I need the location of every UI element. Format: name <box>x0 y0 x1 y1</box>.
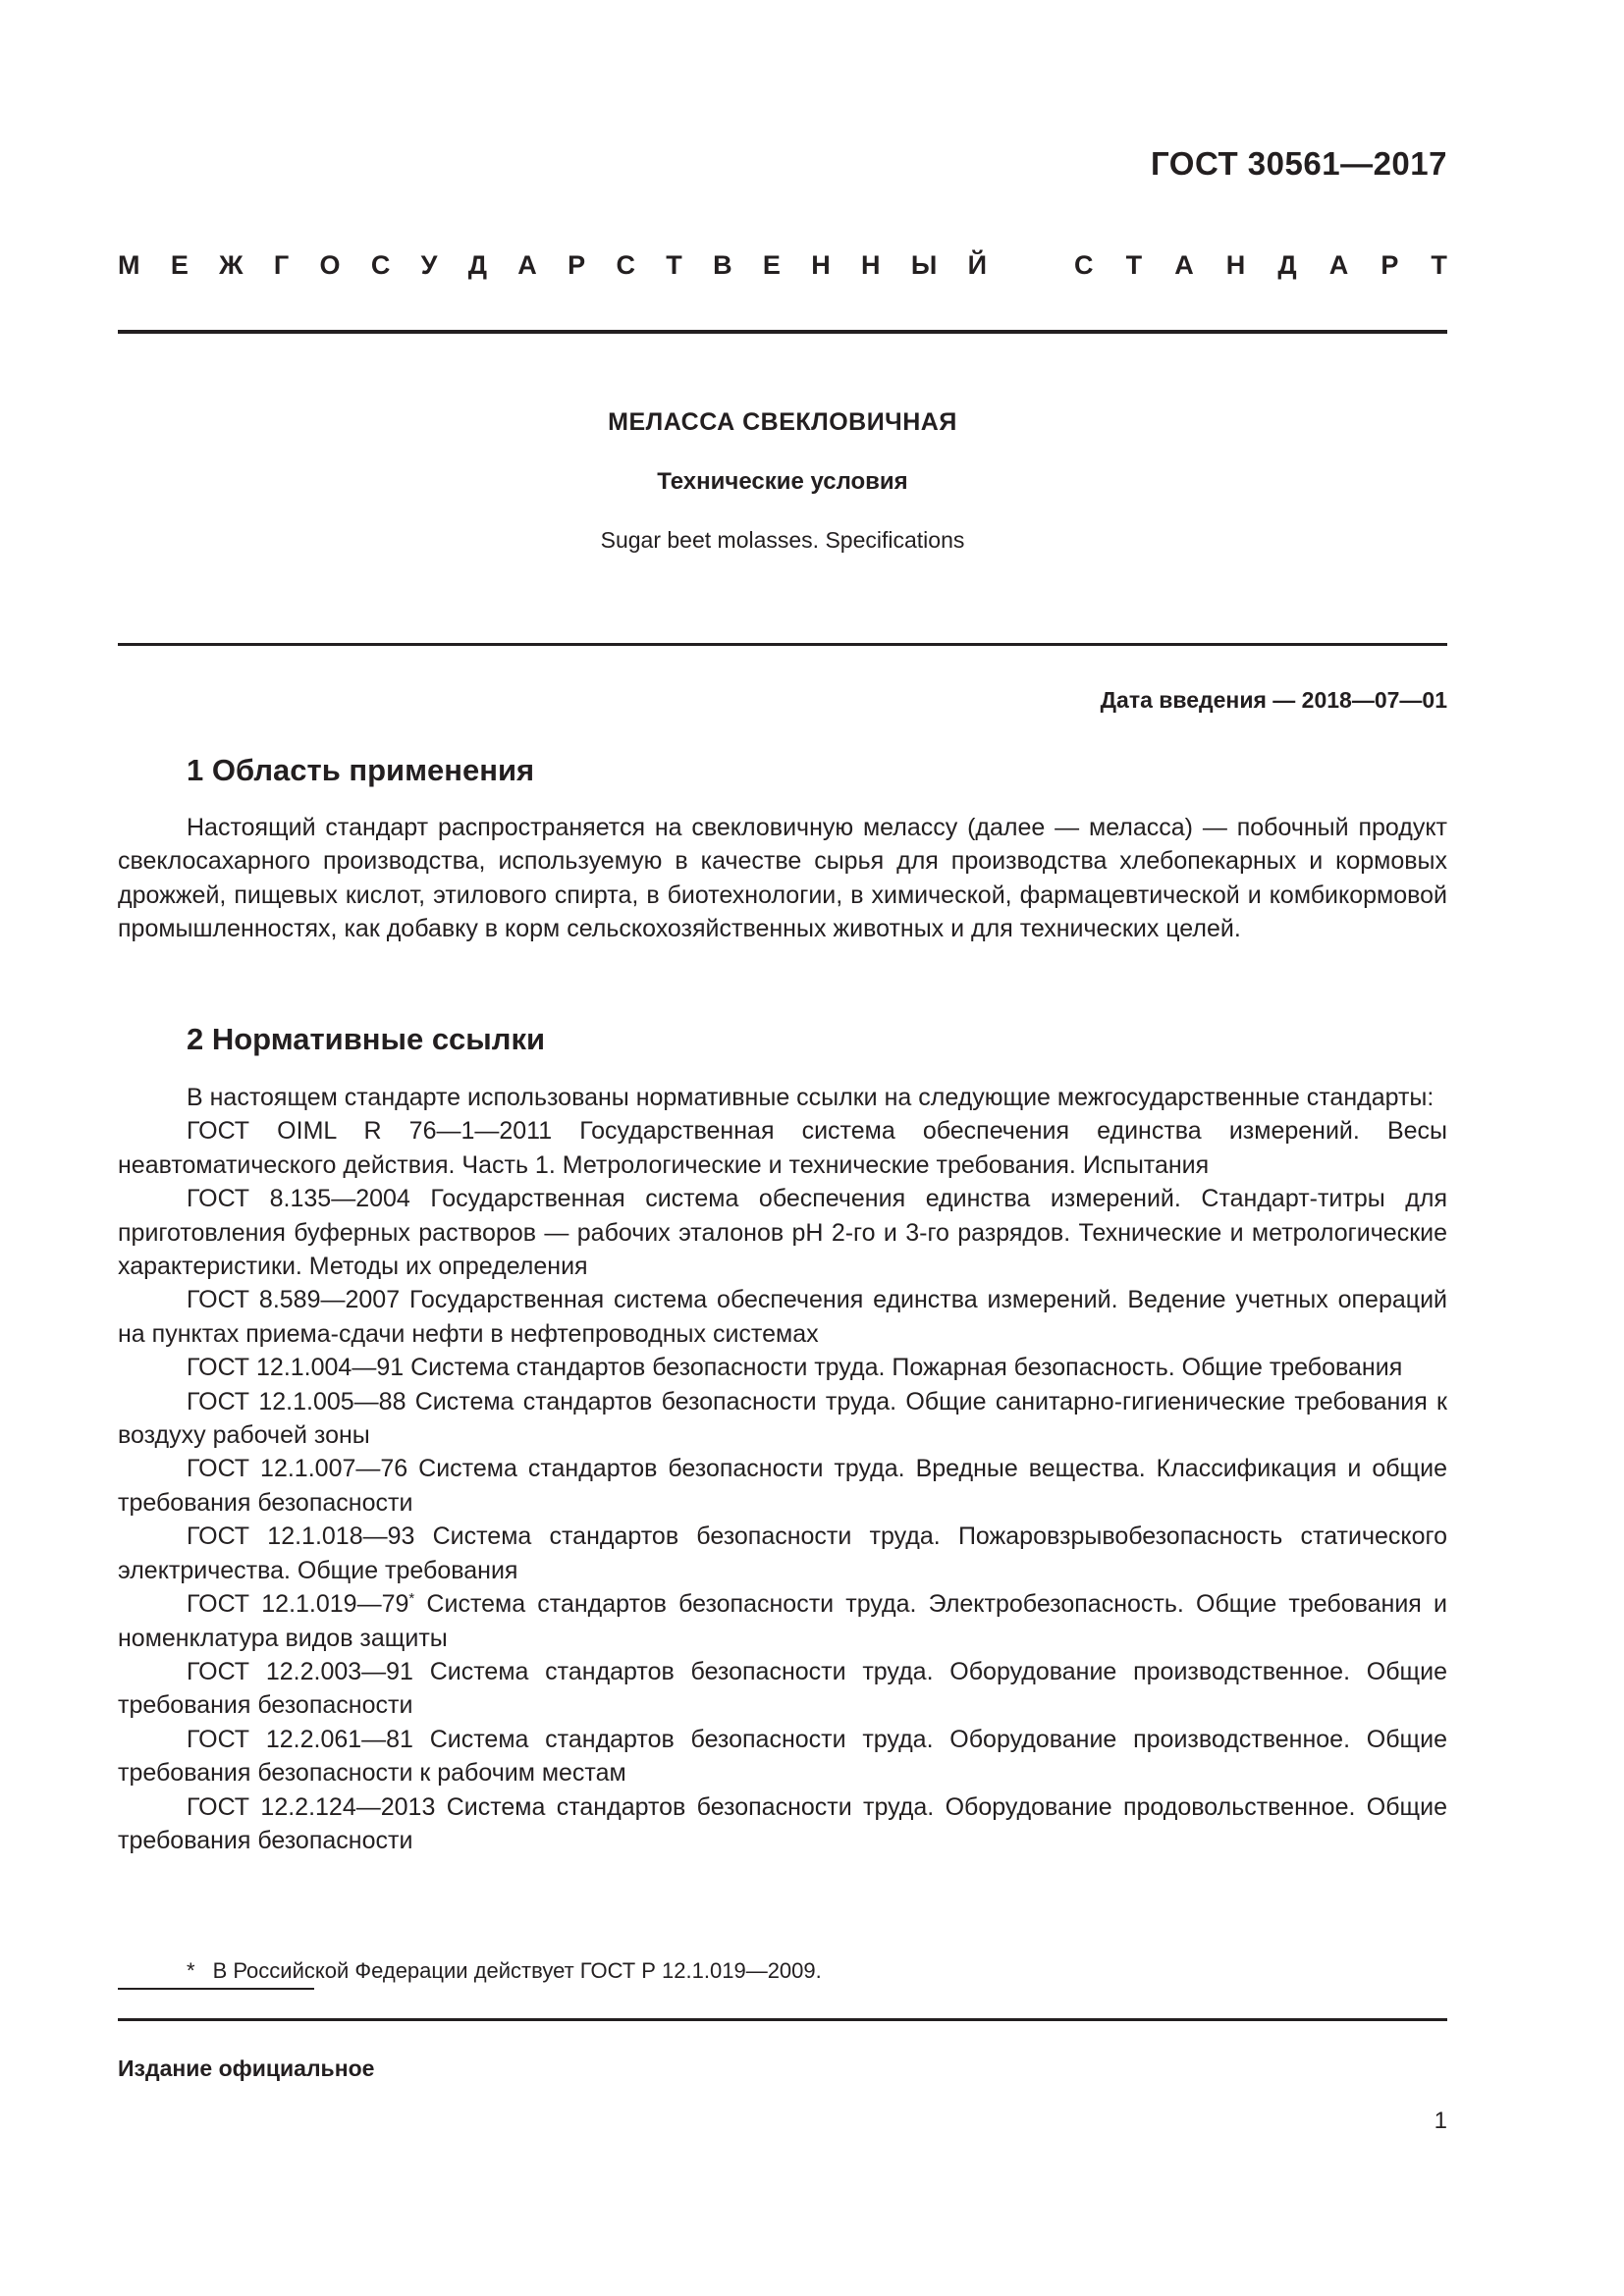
reference-code: ГОСТ 12.1.019—79 <box>187 1590 409 1619</box>
document-title: МЕЛАССА СВЕКЛОВИЧНАЯ <box>608 408 957 436</box>
reference-item: ГОСТ OIML R 76—1—2011 Государственная система обеспечения единства измерений. Весы неавтоматического действия. Часть 1. Метрологические и технические требования. Испытания <box>118 1117 1447 1179</box>
reference-item: ГОСТ 12.1.005—88 Система стандартов безопасности труда. Общие санитарно-гигиенические требования к воздуху рабочей зоны <box>118 1387 1447 1450</box>
reference-item: ГОСТ 12.1.018—93 Система стандартов безопасности труда. Пожаровзрывобезопасность статического электричества. Общие требования <box>118 1522 1447 1584</box>
reference-item: ГОСТ 12.2.003—91 Система стандартов безопасности труда. Оборудование производственное. Общие требования безопасности <box>118 1657 1447 1720</box>
footnote-separator <box>118 1988 314 1990</box>
footnote-text: В Российской Федерации действует ГОСТ Р 12.1.019—2009. <box>212 1958 822 1983</box>
footer-divider <box>118 2018 1447 2021</box>
standard-number: ГОСТ 30561—2017 <box>1151 145 1447 182</box>
banner-word-standard: С Т А Н Д А Р Т <box>1074 250 1447 280</box>
reference-item-footnoted <box>118 1587 1447 1655</box>
reference-item: ГОСТ 12.2.124—2013 Система стандартов безопасности труда. Оборудование продовольственное. Общие требования безопасности <box>118 1792 1447 1854</box>
footnote-mark: * <box>187 1958 195 1983</box>
introduction-date: Дата введения — 2018—07—01 <box>1100 687 1447 713</box>
reference-item: ГОСТ 12.2.061—81 Система стандартов безопасности труда. Оборудование производственное. Общие требования безопасности к рабочим местам <box>118 1725 1447 1788</box>
paragraph: Настоящий стандарт распространяется на свекловичную мелассу (далее — меласса) — побочный продукт свеклосахарного производства, используемую в качестве сырья для производства хлебопекарных и кормовых дрожжей, пищевых кислот, этилового спирта, в биотехнологии, в химической, фармацевтической и комбикормовой промышленностях, как добавку в корм сельскохозяйственных животных и для технических целей. <box>118 814 1447 943</box>
reference-item: ГОСТ 12.1.007—76 Система стандартов безопасности труда. Вредные вещества. Классификация и общие требования безопасности <box>118 1455 1447 1517</box>
footnote-mark: * <box>408 1590 415 1608</box>
footnote <box>187 1958 822 1984</box>
header-divider <box>118 330 1447 334</box>
reference-item: ГОСТ 8.135—2004 Государственная система обеспечения единства измерений. Стандарт-титры для приготовления буферных растворов — рабочих эталонов pH 2-го и 3-го разрядов. Технические и метрологические характеристики. Методы их определения <box>118 1185 1447 1281</box>
page-number: 1 <box>1434 2108 1447 2134</box>
section-2-heading: 2 Нормативные ссылки <box>187 1022 546 1056</box>
reference-item: ГОСТ 12.1.004—91 Система стандартов безопасности труда. Пожарная безопасность. Общие требования <box>187 1354 1403 1382</box>
section-1-body <box>118 811 1447 946</box>
title-divider <box>118 643 1447 646</box>
banner-word-interstate: М Е Ж Г О С У Д А Р С Т В Е Н Н Ы Й <box>118 250 987 280</box>
reference-item: ГОСТ 8.589—2007 Государственная система обеспечения единства измерений. Ведение учетных операций на пунктах приема-сдачи нефти в нефтепроводных системах <box>118 1286 1447 1348</box>
official-edition-label: Издание официальное <box>118 2056 375 2081</box>
section-1-heading: 1 Область применения <box>187 753 535 787</box>
reference-title: Система стандартов безопасности труда. Электробезопасность. Общие требования и номенклатура видов защиты <box>118 1590 1447 1652</box>
section-2-body <box>118 1081 1447 1857</box>
paragraph-intro: В настоящем стандарте использованы нормативные ссылки на следующие межгосударственные стандарты: <box>187 1084 1435 1111</box>
english-title: Sugar beet molasses. Specifications <box>600 527 965 553</box>
document-subtitle: Технические условия <box>657 468 908 495</box>
interstate-standard-banner <box>118 250 1447 281</box>
